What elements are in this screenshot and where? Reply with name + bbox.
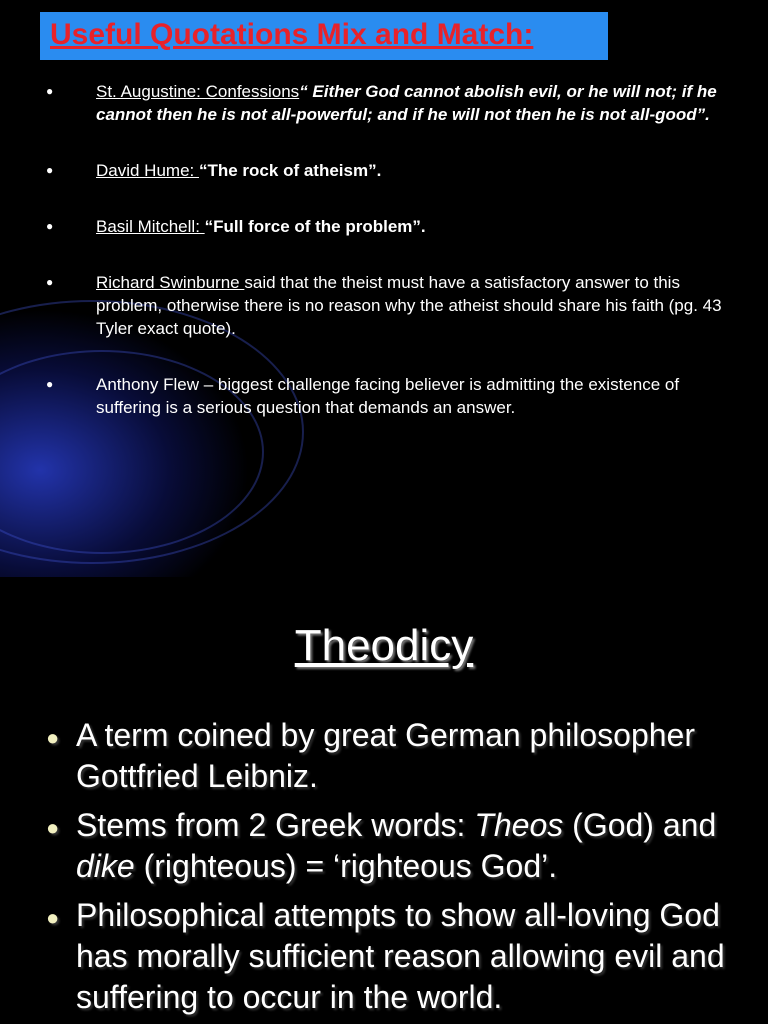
greek-word-theos: Theos [474,807,564,843]
quote-text: “The rock of atheism”. [198,161,382,180]
bullet-icon: ● [46,275,54,289]
bullet-text: A term coined by great German philosopher Gottfried Leibniz. [76,717,695,794]
bullet-icon: ● [46,84,54,98]
bullet-text-part: (righteous) = ‘righteous God’. [134,848,558,884]
bullet-icon: ● [46,905,60,930]
list-item [40,215,730,238]
list-item [40,373,730,419]
bullet-text-part: Stems from 2 Greek words: [76,807,475,843]
list-item [40,895,740,1018]
slide-title: Useful Quotations Mix and Match: [50,18,534,51]
slide-title-box [40,12,608,60]
slide-title: Theodicy [294,621,474,670]
bullet-icon: ● [46,815,60,840]
bullet-icon: ● [46,163,54,177]
bullet-text: Philosophical attempts to show all-loving God has morally sufficient reason allowing evil and suffering to occur in the world. [76,897,725,1015]
list-item [40,805,740,887]
quote-source: David Hume: [96,161,199,180]
greek-word-dike: dike [76,848,135,884]
quote-source: Basil Mitchell: [96,217,205,236]
bullet-icon: ● [46,377,54,391]
quote-source: Richard Swinburne [96,273,245,292]
list-item [40,80,730,126]
quote-text: “Full force of the problem”. [204,217,426,236]
bullet-icon: ● [46,725,60,750]
list-item [40,271,730,340]
theodicy-list [40,715,740,1024]
list-item [40,159,730,182]
quote-text: “ Either God cannot abolish evil, or he will not; if he cannot then he is not all-powerful; and if he will not then he is not all-good”. [96,82,717,124]
bullet-icon: ● [46,219,54,233]
quote-source: St. Augustine: Confessions [96,82,300,101]
quote-text: Anthony Flew – biggest challenge facing believer is admitting the existence of suffering is a serious question that demands an answer. [96,375,680,417]
list-item [40,715,740,797]
quote-text: said that the theist must have a satisfactory answer to this problem, otherwise there is no reason why the atheist should share his faith (pg. 43 Tyler exact quote). [96,273,722,338]
quotation-list [40,80,730,452]
slide-theodicy [0,577,768,1024]
bullet-text-part: (God) and [563,807,717,843]
